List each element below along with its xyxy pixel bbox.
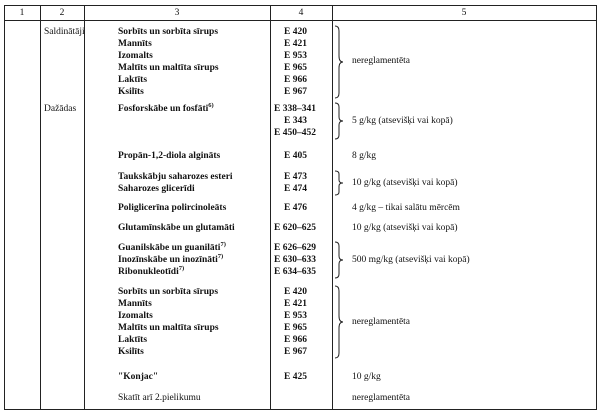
additive-name: Glutamīnskābe un glutamāti	[118, 223, 235, 233]
limit-value: 8 g/kg	[352, 151, 377, 161]
footnote-marker: 6)	[208, 102, 214, 109]
footnote-marker: 7)	[220, 241, 226, 248]
e-number: E 425	[284, 372, 307, 382]
additive-name: Saharozes glicerīdi	[118, 184, 195, 194]
group-brace	[334, 102, 344, 140]
additive-name: Inozīnskābe un inozīnāti$^{7)}$	[118, 253, 224, 265]
additive-name: Laktīts	[118, 75, 148, 85]
column-divider-2	[84, 5, 85, 409]
limit-value: 4 g/kg – tikai salātu mērcēm	[352, 203, 460, 213]
e-number: E 626–629	[274, 243, 316, 253]
additive-name: Laktīts	[118, 335, 148, 345]
e-number: E 338–341	[274, 104, 316, 114]
e-number: E 476	[284, 203, 307, 213]
column-header-1: 1	[19, 8, 25, 18]
e-number: E 421	[284, 39, 307, 49]
additive-name: Izomalts	[118, 311, 153, 321]
e-number: E 405	[284, 151, 307, 161]
column-header-5: 5	[461, 8, 467, 18]
column-divider-1	[40, 5, 41, 409]
additive-name: Mannīts	[118, 299, 152, 309]
e-number: E 450–452	[274, 128, 316, 138]
additive-name: Maltīts un maltīta sīrups	[118, 323, 219, 333]
additive-name: Ribonukleotīdi$^{7)}$	[118, 265, 185, 277]
additive-name: Maltīts un maltīta sīrups	[118, 63, 219, 73]
e-number: E 965	[284, 323, 307, 333]
limit-value: 10 g/kg	[352, 372, 381, 382]
column-header-4: 4	[298, 8, 304, 18]
e-number: E 634–635	[274, 267, 316, 277]
column-divider-4	[332, 5, 333, 409]
limit-value: nereglamentēta	[352, 56, 411, 66]
additive-name: Taukskābju saharozes esteri	[118, 172, 233, 182]
e-number: E 966	[284, 75, 307, 85]
limit-value: 10 g/kg (atsevišķi vai kopā)	[352, 178, 458, 188]
limit-value: 10 g/kg (atsevišķi vai kopā)	[352, 223, 458, 233]
limit-value: nereglamentēta	[352, 317, 411, 327]
header-divider	[4, 20, 597, 21]
additive-name: Izomalts	[118, 51, 153, 61]
table-border-bottom	[4, 409, 597, 410]
additive-name: Guanilskābe un guanilāti$^{7)}$	[118, 241, 226, 253]
additive-name: Ksilīts	[118, 347, 144, 357]
e-number: E 966	[284, 335, 307, 345]
footnote-marker: 7)	[178, 265, 185, 272]
limit-value: nereglamentēta	[352, 393, 411, 403]
additive-name: Poliglicerīna polircinoleāts	[118, 203, 227, 213]
table-border-left	[4, 5, 5, 409]
e-number: E 620–625	[274, 223, 316, 233]
category-label: Dažādas	[44, 104, 77, 114]
additive-name: Mannīts	[118, 39, 152, 49]
column-divider-3	[270, 5, 271, 409]
additive-name: Fosforskābe un fosfāti$^{6)}$	[118, 102, 214, 114]
footnote-marker: 7)	[217, 253, 224, 260]
group-brace	[334, 170, 344, 196]
additive-name: "Konjac"	[118, 372, 159, 382]
additive-name: Sorbīts un sorbīta sīrups	[118, 27, 219, 37]
e-number: E 967	[284, 87, 307, 97]
column-header-2: 2	[59, 8, 65, 18]
e-number: E 953	[284, 51, 307, 61]
e-number: E 474	[284, 184, 307, 194]
table-border-right	[596, 5, 597, 409]
limit-value: 500 mg/kg (atsevišķi vai kopā)	[352, 255, 470, 265]
e-number: E 953	[284, 311, 307, 321]
group-brace	[334, 285, 344, 359]
column-header-3: 3	[174, 8, 180, 18]
category-label: Saldinātāji	[44, 27, 85, 37]
e-number: E 967	[284, 347, 307, 357]
limit-value: 5 g/kg (atsevišķi vai kopā)	[352, 116, 453, 126]
e-number: E 630–633	[274, 255, 316, 265]
additive-name: Ksilīts	[118, 87, 144, 97]
group-brace	[334, 241, 344, 279]
e-number: E 965	[284, 63, 307, 73]
e-number: E 343	[284, 116, 307, 126]
cross-reference-note: Skatīt arī 2.pielikumu	[118, 393, 201, 403]
additive-name: Propān-1,2-diola algināts	[118, 151, 221, 161]
e-number: E 421	[284, 299, 307, 309]
group-brace	[334, 25, 344, 99]
e-number: E 420	[284, 287, 307, 297]
e-number: E 473	[284, 172, 307, 182]
e-number: E 420	[284, 27, 307, 37]
additive-name: Sorbīts un sorbīta sīrups	[118, 287, 219, 297]
